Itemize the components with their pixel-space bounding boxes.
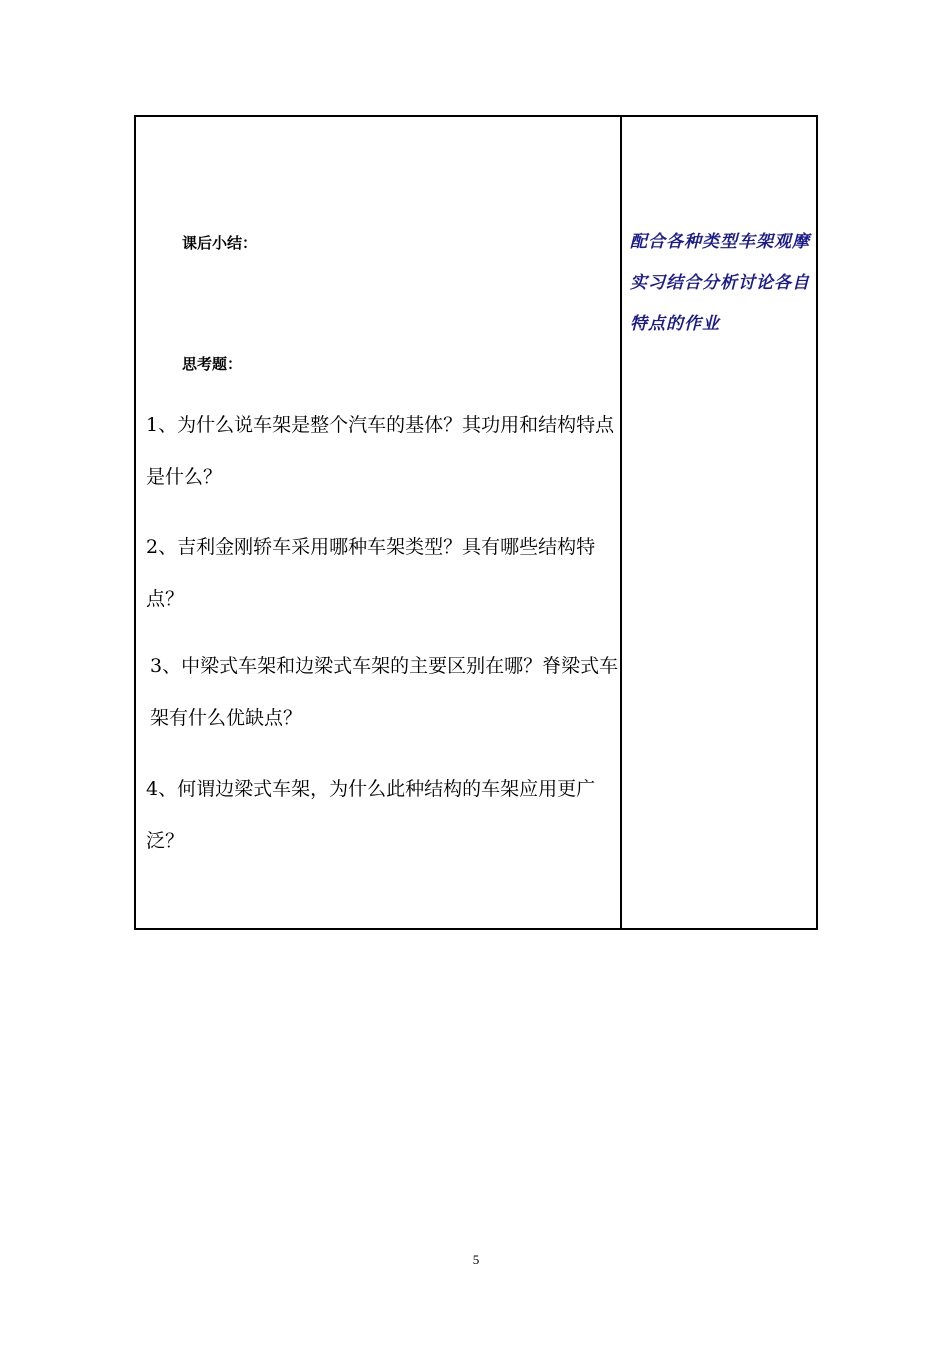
question-4: 4、何谓边梁式车架，为什么此种结构的车架应用更广泛？ <box>146 778 596 852</box>
question-3: 3、中梁式车架和边梁式车架的主要区别在哪？脊梁式车架有什么优缺点？ <box>150 655 619 729</box>
teaching-note: 配合各种类型车架观摩实习结合分析讨论各自特点的作业 <box>630 232 810 334</box>
notes-cell <box>622 117 816 928</box>
questions-heading: 思考题： <box>182 355 243 373</box>
page-number: 5 <box>472 1252 480 1267</box>
question-1: 1、为什么说车架是整个汽车的基体？其功用和结构特点是什么？ <box>146 414 615 488</box>
content-cell <box>136 117 622 928</box>
summary-heading: 课后小结： <box>182 234 258 252</box>
question-2: 2、吉利金刚轿车采用哪种车架类型？具有哪些结构特点？ <box>146 536 596 610</box>
lesson-table <box>134 115 818 930</box>
